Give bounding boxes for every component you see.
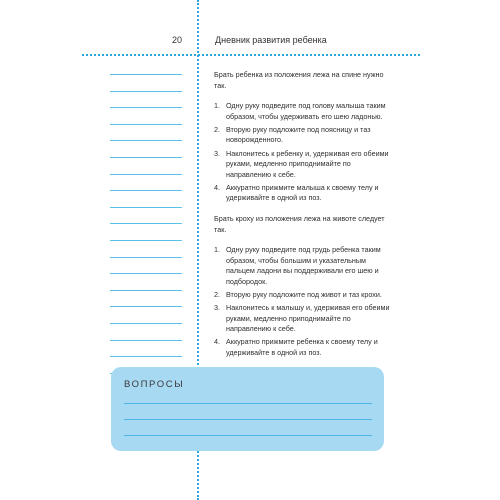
questions-title: ВОПРОСЫ: [124, 379, 185, 390]
question-answer-line: [124, 435, 372, 436]
note-line: [110, 207, 182, 208]
list-item: 2. Вторую руку подложите под поясницу и таз новорожденного.: [214, 124, 371, 145]
list-item: 3. Наклонитесь к малышу и, удерживая его обеими руками, медленно приподнимайте по направлению к себе.: [214, 303, 390, 334]
note-line: [110, 157, 182, 158]
note-line: [110, 290, 182, 291]
note-line: [110, 240, 182, 241]
note-line: [110, 124, 182, 125]
list-item: 4. Аккуратно прижмите малыша к своему телу и удерживайте в одной из поз.: [214, 182, 379, 203]
note-line: [110, 356, 182, 357]
note-line: [110, 174, 182, 175]
list-item: 3. Наклонитесь к ребенку и, удерживая его обеими руками, медленно приподнимайте по направлению к себе.: [214, 148, 389, 179]
note-line: [110, 74, 182, 75]
note-line: [110, 107, 182, 108]
list-item: 2. Вторую руку подложите под живот и таз крохи.: [214, 290, 382, 300]
intro-paragraph-belly: Брать кроху из положения лежа на животе следует так.: [214, 214, 385, 234]
intro-paragraph-back: Брать ребенка из положения лежа на спине нужно так.: [214, 70, 384, 90]
body-text: [214, 70, 390, 369]
questions-box: [111, 367, 384, 451]
note-line: [110, 273, 182, 274]
note-line: [110, 140, 182, 141]
list-item: 1. Одну руку подведите под грудь ребенка таким образом, чтобы большим и указательным пальцем ладони вы поддерживали его шею и подбородок.: [214, 245, 381, 286]
question-answer-line: [124, 403, 372, 404]
top-dotted-rule: [82, 54, 420, 56]
question-answer-line: [124, 419, 372, 420]
list-item: 1. Одну руку подведите под голову малыша таким образом, чтобы удерживать его шею ладонью.: [214, 101, 386, 121]
list-item: 4. Аккуратно прижмите ребенка к своему телу и удерживайте в одной из поз.: [214, 337, 378, 358]
steps-list-back: [214, 101, 390, 204]
note-line: [110, 340, 182, 341]
note-line: [110, 306, 182, 307]
page-number: 20: [172, 35, 183, 45]
note-line: [110, 190, 182, 191]
note-line: [110, 223, 182, 224]
note-line: [110, 257, 182, 258]
note-line: [110, 91, 182, 92]
running-head: Дневник развития ребенка: [215, 35, 327, 45]
note-line: [110, 323, 182, 324]
notes-margin-lines: [110, 74, 185, 390]
steps-list-belly: [214, 245, 390, 358]
